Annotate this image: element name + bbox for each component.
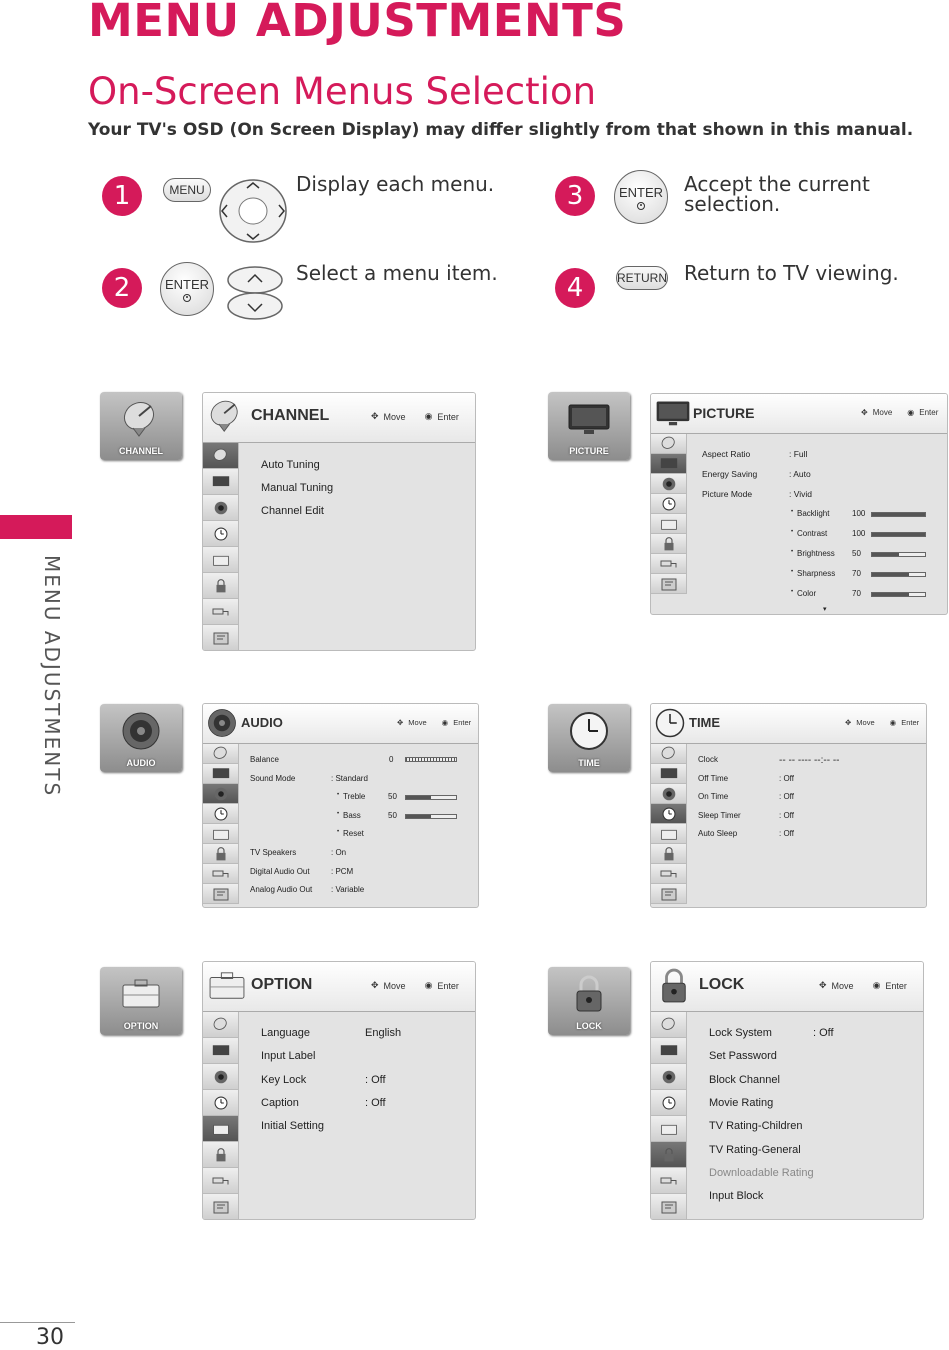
picture-slider-label[interactable]: Sharpness: [797, 569, 836, 578]
move-arrows-icon: ✥: [371, 411, 379, 421]
audio-row-value: : Variable: [331, 885, 365, 894]
bullet-icon: •: [337, 792, 340, 798]
sidebar-tv-icon[interactable]: [203, 469, 238, 495]
nav-move-label: Move: [856, 718, 875, 727]
menu-header: [651, 962, 923, 1012]
audio-row-value: : PCM: [331, 866, 354, 876]
nav-enter-label: Enter: [453, 718, 472, 727]
enter-dot-icon: ◉: [889, 718, 897, 727]
option-row-value: English: [365, 1027, 402, 1039]
speaker-icon: [207, 708, 237, 743]
nav-hint: [819, 980, 907, 991]
sidebar-clock-icon[interactable]: [203, 521, 238, 547]
sidebar-clock-icon[interactable]: [651, 1090, 686, 1116]
nav-enter-label: Enter: [437, 980, 459, 991]
page-title: MENU ADJUSTMENTS: [88, 0, 627, 47]
sidebar-satellite-dish-icon[interactable]: [651, 744, 686, 764]
step-3-text: Accept the current selection.: [684, 172, 870, 216]
sidebar-input-cable-icon[interactable]: [651, 864, 686, 884]
side-chapter-label: MENU ADJUSTMENTS: [40, 555, 64, 798]
nav-move-label: Move: [408, 718, 427, 727]
picture-slider-label[interactable]: Backlight: [797, 509, 830, 518]
enter-dot-icon: ◉: [907, 408, 915, 417]
bullet-icon: •: [337, 810, 340, 817]
audio-sub-value: 50: [388, 810, 397, 820]
bullet-icon: •: [337, 829, 340, 835]
picture-slider-label[interactable]: Brightness: [797, 549, 835, 558]
sidebar-speaker-icon[interactable]: [203, 1064, 238, 1090]
nav-hint: [371, 411, 459, 422]
sidebar-tv-icon[interactable]: [203, 764, 238, 784]
sidebar-clock-icon[interactable]: [203, 804, 238, 824]
section-title: On-Screen Menus Selection: [88, 70, 597, 113]
time-row-label[interactable]: Off Time: [698, 773, 729, 783]
sidebar-clock-icon[interactable]: [651, 494, 686, 514]
picture-slider-bar[interactable]: [871, 532, 926, 537]
menu-header: [203, 393, 475, 443]
sidebar-satellite-dish-icon[interactable]: [651, 1012, 686, 1038]
audio-tile: [100, 704, 182, 772]
picture-slider-bar[interactable]: [871, 572, 926, 577]
clock-icon: [655, 708, 685, 743]
sidebar-toolbox-icon[interactable]: [651, 514, 686, 534]
audio-tile-label: AUDIO: [126, 758, 156, 768]
sidebar-support-icon[interactable]: [651, 884, 686, 904]
menu-sidebar: [651, 434, 687, 594]
menu-sidebar: [203, 1012, 239, 1220]
picture-slider-label[interactable]: Contrast: [797, 529, 828, 538]
audio-row-value: : On: [331, 848, 347, 857]
picture-tile: [548, 392, 630, 460]
sidebar-padlock-icon[interactable]: [651, 844, 686, 864]
enter-button: [160, 262, 214, 316]
menu-header: [203, 962, 475, 1012]
clock-icon: [569, 704, 609, 758]
nav-hint: [861, 408, 938, 417]
sidebar-toolbox-icon[interactable]: [203, 824, 238, 844]
lock-row-label[interactable]: Movie Rating: [709, 1096, 774, 1109]
menu-item-channel-edit[interactable]: Channel Edit: [261, 505, 324, 517]
lock-row-label[interactable]: Lock System: [709, 1027, 772, 1039]
step-1-number: 1: [102, 176, 142, 216]
step-4-number: 4: [555, 268, 595, 308]
menu-header: [651, 394, 947, 434]
nav-move-label: Move: [383, 980, 406, 991]
move-arrows-icon: ✥: [819, 980, 827, 990]
menu-item-auto-tuning[interactable]: Auto Tuning: [261, 459, 320, 471]
picture-row-label[interactable]: Aspect Ratio: [702, 449, 751, 459]
lock-row-label[interactable]: Set Password: [709, 1050, 777, 1063]
menu-sidebar: [651, 744, 687, 904]
sidebar-tv-icon[interactable]: [203, 1038, 238, 1064]
sidebar-tv-icon[interactable]: [651, 454, 686, 474]
audio-sub-label[interactable]: Treble: [343, 792, 366, 801]
padlock-icon: [659, 967, 689, 1010]
sidebar-padlock-icon[interactable]: [203, 573, 238, 599]
audio-balance-value: 0: [389, 755, 394, 764]
menu-sidebar: [203, 443, 239, 651]
menu-header: [651, 704, 926, 744]
bullet-icon: •: [791, 569, 794, 575]
option-menu: [202, 961, 476, 1220]
audio-sub-bar[interactable]: [405, 814, 457, 819]
enter-button: [614, 170, 668, 224]
audio-sub-label[interactable]: Reset: [343, 829, 364, 838]
picture-slider-bar-fill: [872, 553, 899, 556]
lock-row-label: Downloadable Rating: [709, 1166, 814, 1179]
lock-tile-label: LOCK: [576, 1021, 602, 1031]
picture-slider-bar-fill: [872, 533, 925, 536]
sidebar-speaker-icon[interactable]: [651, 1064, 686, 1090]
option-tile-label: OPTION: [123, 1021, 159, 1031]
picture-tile-label: PICTURE: [569, 446, 609, 456]
time-row-value: : Off: [779, 829, 794, 838]
sidebar-padlock-icon[interactable]: [651, 534, 686, 554]
padlock-icon: [573, 967, 605, 1021]
page-number: 30: [36, 1325, 64, 1350]
option-row-label[interactable]: Language: [261, 1027, 310, 1039]
channel-tile: [100, 392, 182, 460]
menu-header: [203, 704, 478, 744]
sidebar-satellite-dish-icon[interactable]: [203, 744, 238, 764]
nav-move-label: Move: [831, 980, 854, 991]
audio-sound-mode-value: : Standard: [331, 774, 368, 783]
sidebar-toolbox-icon[interactable]: [651, 1116, 686, 1142]
sidebar-toolbox-icon[interactable]: [203, 547, 238, 573]
toolbox-icon: [120, 967, 162, 1021]
lock-row-label[interactable]: Block Channel: [709, 1073, 780, 1086]
nav-enter-label: Enter: [901, 718, 920, 727]
picture-row-value: : Vivid: [789, 489, 812, 499]
nav-move-label: Move: [872, 408, 893, 417]
enter-dot-icon: ◉: [441, 718, 449, 727]
step-4-text: Return to TV viewing.: [684, 261, 899, 285]
time-row-label[interactable]: Auto Sleep: [698, 829, 738, 838]
sidebar-support-icon[interactable]: [203, 625, 238, 651]
picture-row-label[interactable]: Energy Saving: [702, 469, 758, 479]
audio-sub-bar-fill: [406, 815, 431, 818]
osd-note: Your TV's OSD (On Screen Display) may differ slightly from that shown in this manual.: [88, 120, 914, 140]
scroll-down-arrow-icon[interactable]: ▾: [823, 606, 827, 613]
audio-menu: [202, 703, 479, 908]
picture-slider-value: 100: [852, 529, 866, 538]
sidebar-padlock-icon[interactable]: [203, 844, 238, 864]
time-row-value: : Off: [779, 792, 794, 801]
sidebar-toolbox-icon[interactable]: [651, 824, 686, 844]
step-3-number: 3: [555, 176, 595, 216]
time-menu: [650, 703, 927, 908]
menu-title: OPTION: [251, 976, 313, 993]
sidebar-tv-icon[interactable]: [651, 1038, 686, 1064]
sidebar-input-cable-icon[interactable]: [203, 864, 238, 884]
enter-dot-icon: [183, 294, 191, 302]
sidebar-speaker-icon[interactable]: [651, 784, 686, 804]
step-2-text: Select a menu item.: [296, 261, 498, 285]
tv-icon: [567, 392, 611, 446]
menu-title: LOCK: [699, 976, 745, 993]
picture-slider-value: 70: [852, 569, 861, 578]
enter-button-label: ENTER: [618, 184, 664, 200]
bullet-icon: •: [791, 589, 794, 595]
picture-slider-bar-fill: [872, 513, 925, 516]
picture-row-value: : Auto: [789, 469, 811, 479]
nav-hint: [397, 718, 471, 727]
audio-row-label[interactable]: TV Speakers: [250, 848, 297, 857]
menu-sidebar: [651, 1012, 687, 1220]
audio-row-label[interactable]: Analog Audio Out: [250, 885, 313, 894]
menu-title: CHANNEL: [251, 407, 330, 424]
time-row-label[interactable]: On Time: [698, 792, 729, 801]
menu-title: AUDIO: [241, 715, 283, 730]
audio-row-label[interactable]: Digital Audio Out: [250, 866, 310, 876]
sidebar-support-icon[interactable]: [651, 574, 686, 594]
enter-dot-icon: ◉: [424, 411, 433, 421]
sidebar-padlock-icon[interactable]: [203, 1142, 238, 1168]
nav-enter-label: Enter: [437, 411, 459, 422]
up-down-arrow-pad-icon: [226, 264, 284, 327]
time-tile: [548, 704, 630, 772]
sidebar-satellite-dish-icon[interactable]: [203, 443, 238, 469]
sidebar-padlock-icon[interactable]: [651, 1142, 686, 1168]
picture-slider-value: 50: [852, 549, 861, 558]
picture-slider-value: 70: [852, 589, 861, 598]
sidebar-speaker-icon[interactable]: [203, 495, 238, 521]
sidebar-tv-icon[interactable]: [651, 764, 686, 784]
sidebar-support-icon[interactable]: [651, 1194, 686, 1220]
picture-slider-label[interactable]: Color: [797, 589, 817, 598]
audio-sub-label[interactable]: Bass: [343, 810, 361, 820]
time-row-label[interactable]: Sleep Timer: [698, 810, 741, 820]
sidebar-clock-icon[interactable]: [651, 804, 686, 824]
option-row-value: : Off: [365, 1096, 386, 1109]
picture-slider-bar[interactable]: [871, 592, 926, 597]
balance-slider[interactable]: [405, 757, 457, 762]
bullet-icon: •: [791, 529, 794, 535]
tv-icon: [655, 398, 691, 433]
picture-slider-bar[interactable]: [871, 552, 926, 557]
picture-slider-value: 100: [852, 509, 866, 518]
time-row-label[interactable]: Clock: [698, 755, 719, 764]
sidebar-speaker-icon[interactable]: [203, 784, 238, 804]
enter-dot-icon: ◉: [424, 980, 433, 990]
picture-slider-bar[interactable]: [871, 512, 926, 517]
menu-button: MENU: [163, 178, 211, 202]
time-row-value: : Off: [779, 810, 794, 820]
sidebar-clock-icon[interactable]: [203, 1090, 238, 1116]
satellite-dish-icon: [121, 392, 161, 446]
enter-dot-icon: [637, 202, 645, 210]
option-tile: [100, 967, 182, 1035]
picture-row-label[interactable]: Picture Mode: [702, 489, 753, 499]
sidebar-satellite-dish-icon[interactable]: [651, 434, 686, 454]
lock-row-value: : Off: [813, 1027, 834, 1039]
sidebar-input-cable-icon[interactable]: [203, 599, 238, 625]
move-arrows-icon: ✥: [861, 408, 868, 417]
speaker-icon: [121, 704, 161, 758]
menu-item-manual-tuning[interactable]: Manual Tuning: [261, 482, 334, 494]
option-row-value: : Off: [365, 1073, 386, 1086]
sidebar-support-icon[interactable]: [203, 884, 238, 904]
time-tile-label: TIME: [578, 758, 600, 768]
menu-sidebar: [203, 744, 239, 904]
nav-enter-label: Enter: [919, 408, 939, 417]
return-button: RETURN: [616, 266, 668, 290]
audio-balance-label[interactable]: Balance: [250, 755, 279, 764]
picture-menu: [650, 393, 948, 615]
audio-sound-mode-label[interactable]: Sound Mode: [250, 774, 296, 783]
option-row-label[interactable]: Key Lock: [261, 1073, 307, 1086]
enter-button-label: ENTER: [164, 276, 210, 292]
nav-hint: [371, 980, 459, 991]
move-arrows-icon: ✥: [845, 718, 852, 727]
satellite-dish-icon: [207, 399, 245, 438]
lock-tile: [548, 967, 630, 1035]
picture-slider-bar-fill: [872, 593, 909, 596]
bullet-icon: •: [791, 549, 794, 555]
step-1-text: Display each menu.: [296, 172, 495, 196]
page-number-rule: [0, 1322, 75, 1323]
nav-hint: [845, 718, 919, 727]
sidebar-speaker-icon[interactable]: [651, 474, 686, 494]
audio-sub-bar[interactable]: [405, 795, 457, 800]
sidebar-input-cable-icon[interactable]: [651, 1168, 686, 1194]
menu-title: PICTURE: [693, 405, 755, 421]
option-row-label[interactable]: Input Label: [261, 1050, 316, 1063]
move-arrows-icon: ✥: [397, 718, 404, 727]
step-2-number: 2: [102, 268, 142, 308]
lock-row-label[interactable]: TV Rating-Children: [709, 1120, 803, 1133]
bullet-icon: •: [791, 509, 794, 515]
channel-tile-label: CHANNEL: [119, 446, 163, 456]
audio-sub-bar-fill: [406, 796, 431, 799]
picture-slider-bar-fill: [872, 573, 909, 576]
four-way-arrow-pad-icon: [218, 178, 288, 249]
lock-menu: [650, 961, 924, 1220]
picture-row-value: : Full: [789, 449, 808, 459]
lock-row-label[interactable]: Input Block: [709, 1190, 764, 1203]
sidebar-support-icon[interactable]: [203, 1194, 238, 1220]
sidebar-input-cable-icon[interactable]: [203, 1168, 238, 1194]
nav-enter-label: Enter: [885, 980, 907, 991]
enter-dot-icon: ◉: [872, 980, 881, 990]
toolbox-icon: [207, 970, 247, 1007]
menu-title: TIME: [689, 715, 721, 730]
nav-move-label: Move: [383, 411, 406, 422]
audio-sub-value: 50: [388, 792, 397, 801]
time-row-value: -- -- ---- --:-- --: [779, 755, 840, 766]
channel-menu: [202, 392, 476, 651]
sidebar-toolbox-icon[interactable]: [203, 1116, 238, 1142]
time-row-value: : Off: [779, 773, 794, 783]
move-arrows-icon: ✥: [371, 980, 379, 990]
sidebar-satellite-dish-icon[interactable]: [203, 1012, 238, 1038]
lock-row-label[interactable]: TV Rating-General: [709, 1143, 801, 1156]
side-tab-marker: [0, 515, 72, 539]
option-row-label[interactable]: Caption: [261, 1096, 299, 1109]
option-row-label[interactable]: Initial Setting: [261, 1120, 324, 1133]
sidebar-input-cable-icon[interactable]: [651, 554, 686, 574]
